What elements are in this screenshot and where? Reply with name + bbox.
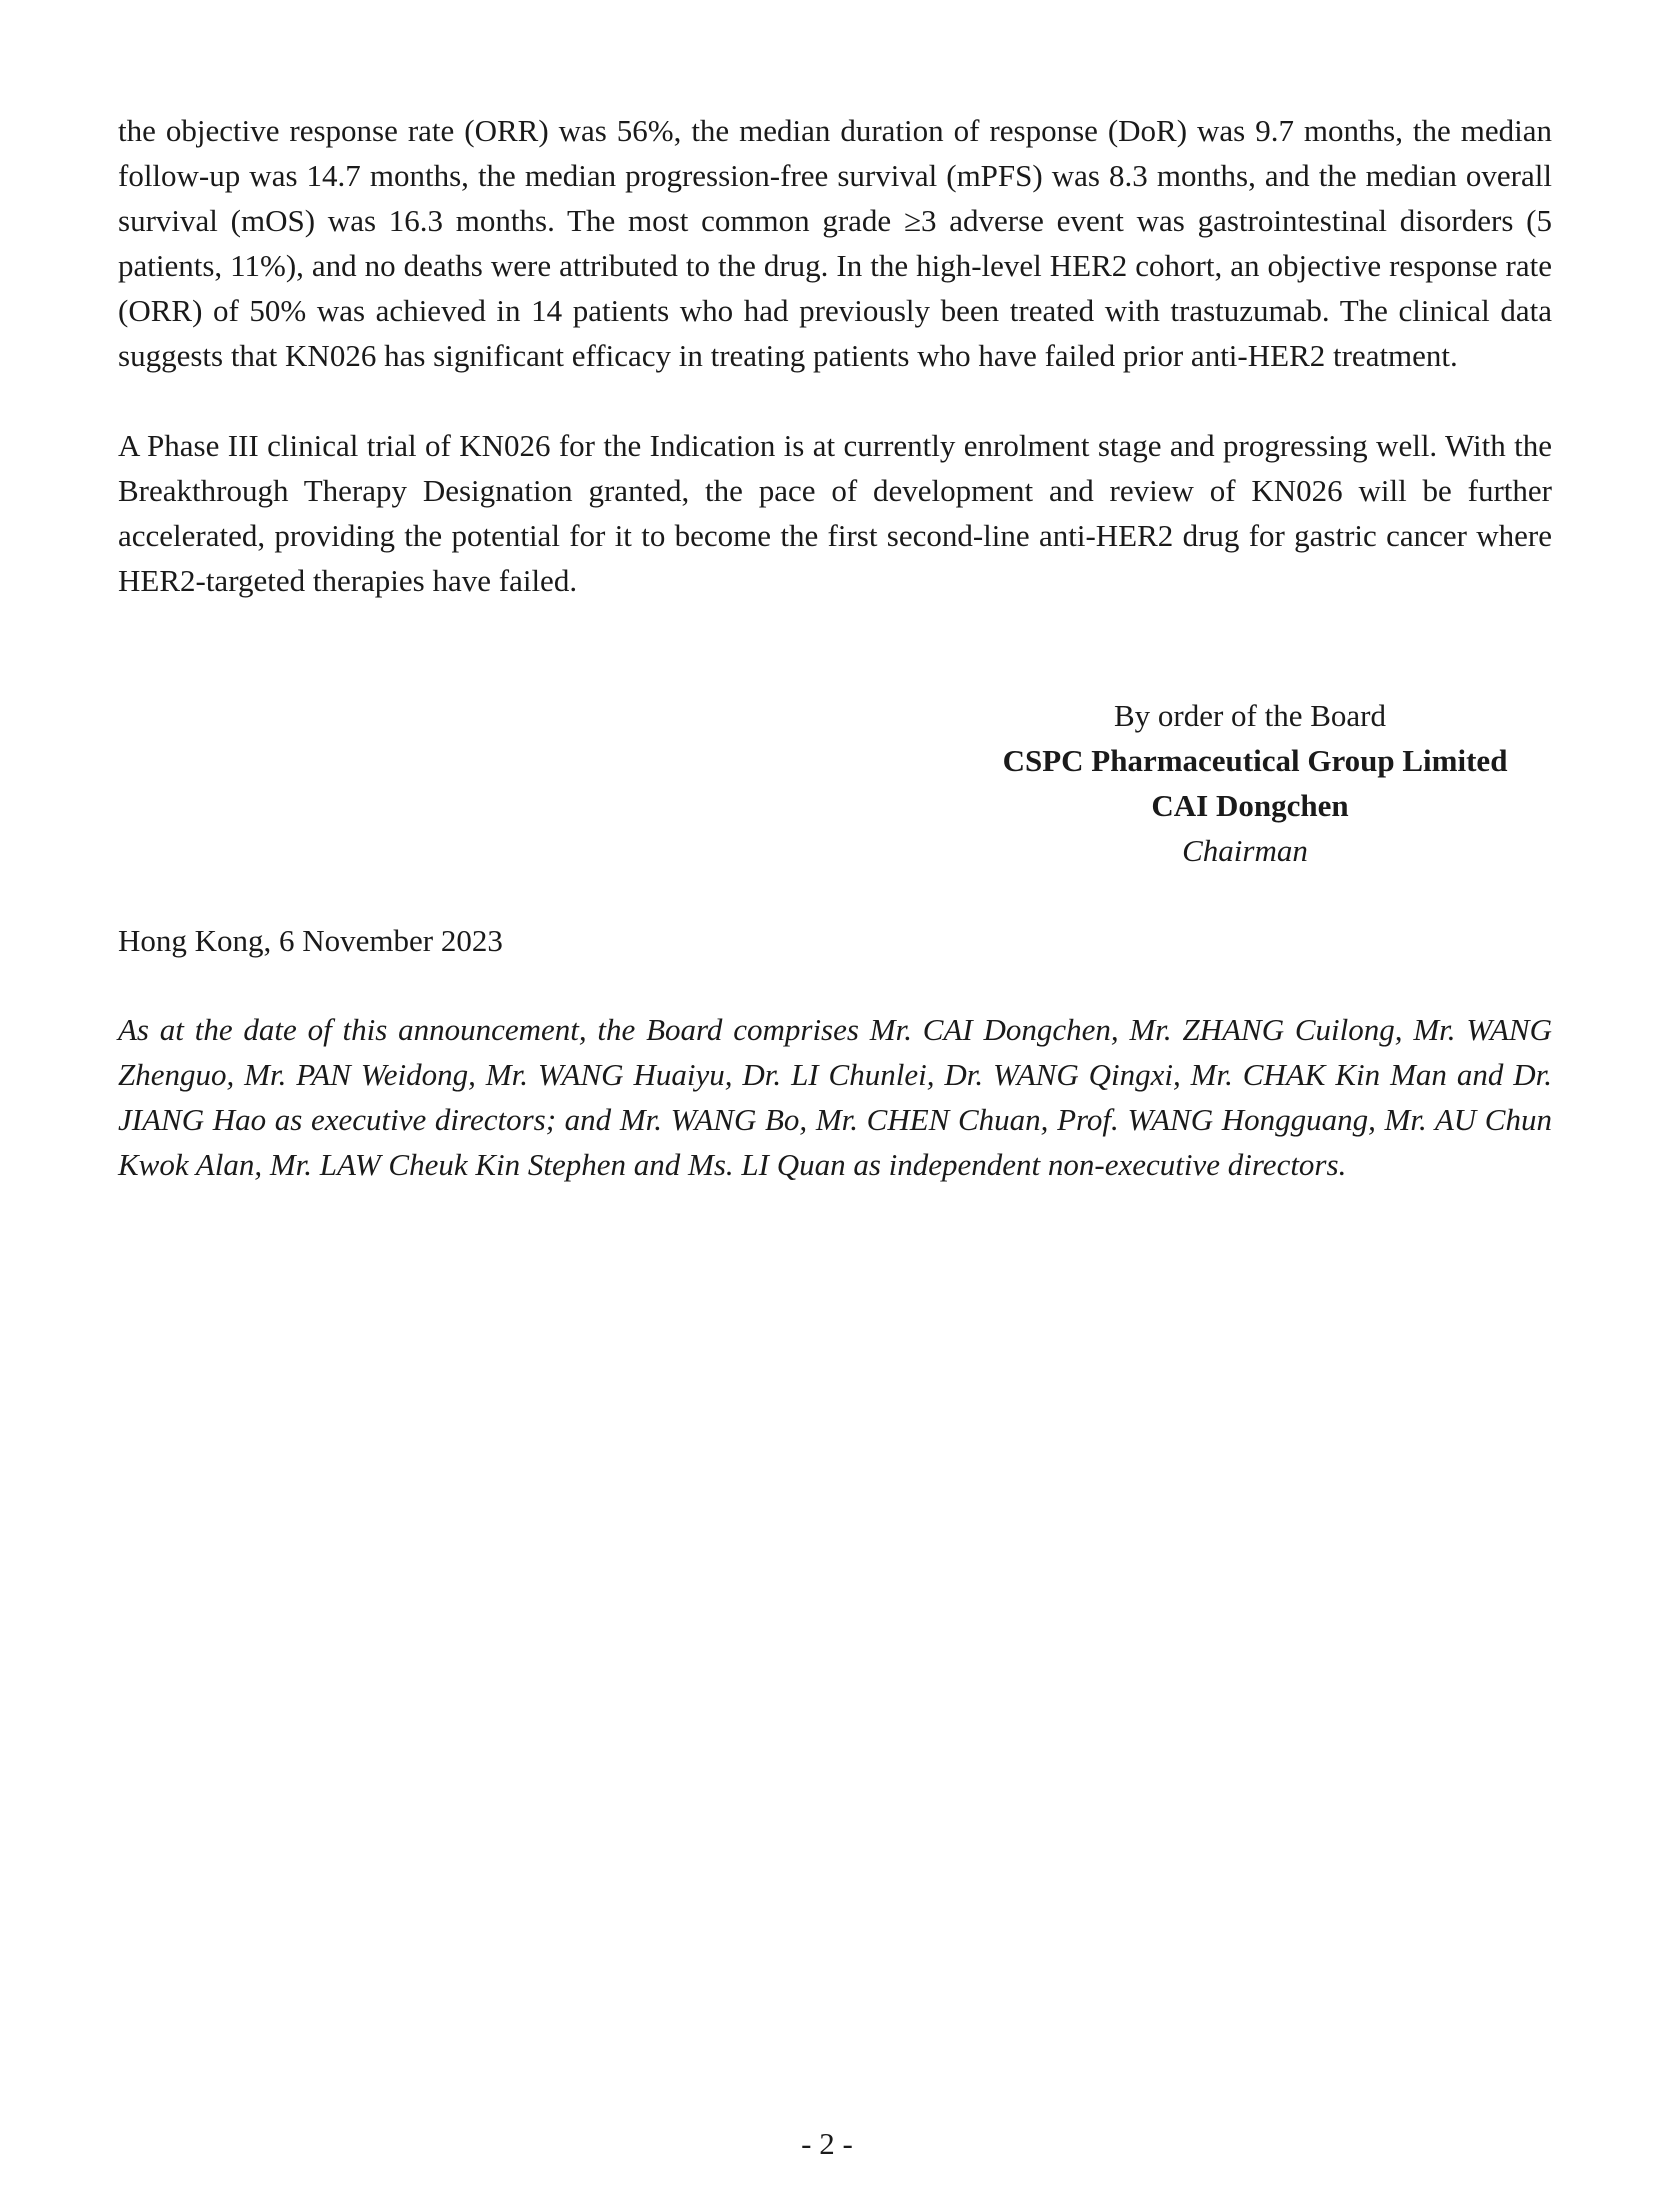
- signature-company: CSPC Pharmaceutical Group Limited: [1002, 743, 1508, 778]
- page-number: - 2 -: [801, 2126, 853, 2161]
- date-line: Hong Kong, 6 November 2023: [118, 923, 503, 958]
- signature-name: CAI Dongchen: [1151, 788, 1349, 823]
- board-composition-note: As at the date of this announcement, the Board comprises Mr. CAI Dongchen, Mr. ZHANG Cuilong, Mr. WANG Zhenguo, Mr. PAN Weidong, Mr. WANG Huaiyu, Dr. LI Chunlei, Dr. WANG Qingxi, Mr. CHAK Kin Man and Dr. JIANG Hao as executive directors; and Mr. WANG Bo, Mr. CHEN Chuan, Prof. WANG Hongguang, Mr. AU Chun Kwok Alan, Mr. LAW Cheuk Kin Stephen and Ms. LI Quan as independent non-executive directors.: [118, 1012, 1552, 1182]
- body-paragraph-1: the objective response rate (ORR) was 56%, the median duration of response (DoR) was 9.7 months, the median follow-up was 14.7 months, the median progression-free survival (mPFS) was 8.3 months, and the median overall survival (mOS) was 16.3 months. The most common grade ≥3 adverse event was gastrointestinal disorders (5 patients, 11%), and no deaths were attributed to the drug. In the high-level HER2 cohort, an objective response rate (ORR) of 50% was achieved in 14 patients who had previously been treated with trastuzumab. The clinical data suggests that KN026 has significant efficacy in treating patients who have failed prior anti-HER2 treatment.: [118, 113, 1552, 373]
- document-body: [118, 108, 1552, 603]
- body-paragraph-2: A Phase III clinical trial of KN026 for the Indication is at currently enrolment stage and progressing well. With the Breakthrough Therapy Designation granted, the pace of development and review of KN026 will be further accelerated, providing the potential for it to become the first second-line anti-HER2 drug for gastric cancer where HER2-targeted therapies have failed.: [118, 428, 1552, 598]
- signature-block: [955, 693, 1555, 873]
- signature-title: Chairman: [1182, 833, 1308, 868]
- signature-order-line: By order of the Board: [1113, 698, 1387, 733]
